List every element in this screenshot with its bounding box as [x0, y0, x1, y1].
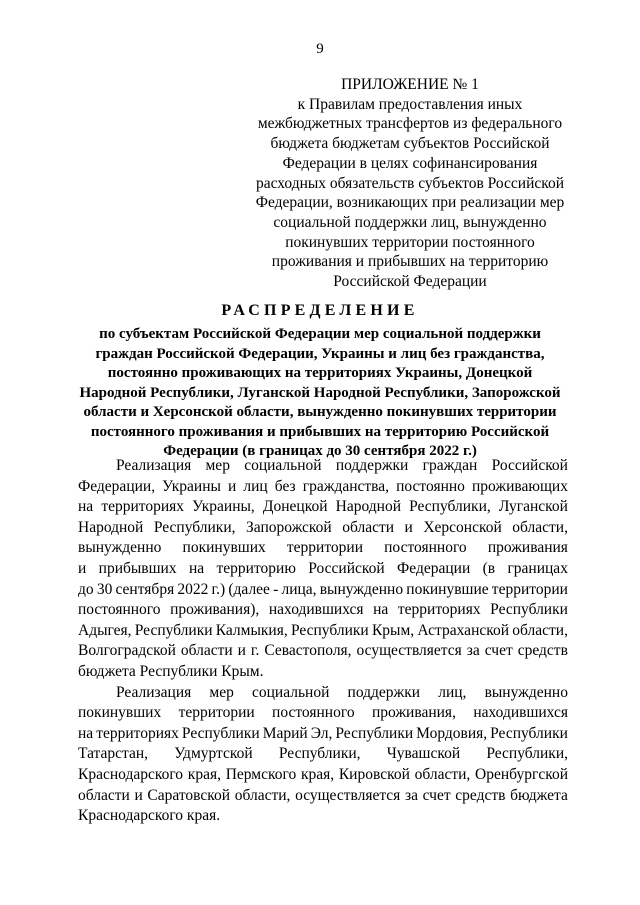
word: проживания),: [170, 601, 260, 619]
subtitle-line: Федерации (в границах до 30 сентября 2022 г.): [163, 443, 477, 459]
word: Удмуртской: [174, 745, 253, 763]
word: и: [134, 786, 143, 804]
appendix-line: межбюджетных трансфертов из федерального: [257, 115, 563, 133]
word: Федерации: [397, 559, 471, 577]
word: Республики,: [153, 518, 236, 536]
word: территориях: [96, 724, 179, 742]
word: территориях: [101, 498, 185, 516]
subtitle-line: постоянного проживания и прибывших на территорию Российской: [90, 423, 550, 440]
word: постоянного: [272, 704, 355, 722]
word: Марий: [262, 724, 308, 742]
word: постоянного: [78, 601, 161, 619]
appendix-title: ПРИЛОЖЕНИЕ № 1: [341, 76, 479, 93]
word: области: [180, 642, 233, 660]
word: Республики: [134, 621, 213, 639]
word: осуществляется: [356, 642, 462, 660]
text-line: [78, 806, 568, 827]
word: гражданства,: [302, 477, 390, 495]
word: поддержки: [335, 457, 409, 474]
text-line: [78, 662, 568, 683]
word: социальной: [244, 457, 322, 474]
word: Республики: [490, 601, 568, 619]
word: Республики: [290, 621, 369, 639]
word: Луганской: [498, 498, 568, 516]
text-line: [78, 456, 568, 477]
word: -: [273, 580, 279, 598]
word: территорию: [216, 559, 296, 577]
text-line: [78, 518, 568, 539]
word: на: [373, 601, 389, 619]
word: вынужденно: [319, 580, 404, 598]
word: и: [237, 642, 246, 660]
word: Республики: [181, 724, 260, 742]
word: проживания,: [371, 704, 456, 722]
text-line: [78, 786, 568, 807]
word: Адыгея,: [78, 621, 132, 639]
word: мер: [209, 683, 234, 701]
appendix-line: социальной поддержки лиц, вынужденно: [273, 213, 547, 231]
word: проживающих: [472, 477, 568, 495]
word: Народной: [335, 498, 401, 516]
word: Реализация: [116, 683, 192, 701]
word: сентября: [115, 580, 175, 598]
subtitle-line: постоянно проживающих на территориях Украины, Донецкой: [107, 365, 533, 381]
word: и: [228, 477, 237, 495]
word: области,: [512, 518, 568, 536]
word: Федерации,: [78, 477, 156, 495]
word: проживания: [487, 539, 568, 557]
text-line: [78, 497, 568, 518]
word: края,: [187, 765, 221, 783]
word: области: [342, 518, 395, 536]
word: Пермского: [225, 765, 297, 783]
word: (в: [482, 559, 496, 577]
word: за: [404, 786, 418, 804]
word: постоянного: [384, 539, 467, 557]
text-line: [78, 559, 568, 580]
body-text: [78, 456, 568, 827]
appendix-header: [240, 75, 580, 292]
text-line: [78, 724, 568, 745]
appendix-line: покинувших территории постоянного: [285, 233, 535, 251]
word: г.: [250, 642, 260, 660]
word: на: [78, 498, 94, 516]
text-line: [78, 477, 568, 498]
subtitle-line: по субъектам Российской Федерации мер социальной поддержки: [99, 326, 541, 342]
text-line: [78, 765, 568, 786]
word: Республики: [490, 724, 568, 742]
subtitle-line: граждан Российской Федерации, Украины и лиц без гражданства,: [95, 345, 545, 362]
word: без: [274, 477, 296, 495]
word: Краснодарского края.: [78, 807, 221, 825]
word: Российской: [491, 457, 568, 474]
word: покинувших: [182, 539, 266, 557]
word: Саратовской: [147, 786, 231, 804]
word: Российской: [308, 559, 385, 577]
word: Оренбургской: [475, 765, 568, 783]
word: Чувашской: [386, 745, 461, 763]
text-line: [78, 641, 568, 662]
word: средств: [517, 642, 568, 660]
appendix-line: Федерации, возникающих при реализации мер: [255, 194, 565, 212]
word: Кировской: [338, 765, 410, 783]
appendix-line: расходных обязательств субъектов Российской: [255, 174, 565, 192]
word: территории: [286, 539, 363, 557]
word: находившихся: [268, 601, 364, 619]
word: граждан: [422, 457, 478, 474]
word: края,: [300, 765, 335, 783]
word: бюджета Республики Крым.: [78, 662, 264, 680]
word: Республики,: [278, 745, 361, 763]
appendix-line: Российской Федерации: [333, 273, 487, 291]
word: постоянно: [396, 477, 465, 495]
word: Республики,: [409, 498, 491, 516]
appendix-line: Федерации в целях софинансирования: [282, 154, 538, 172]
word: территориях: [397, 601, 481, 619]
word: области,: [414, 765, 471, 783]
word: средств: [455, 786, 506, 804]
word: на: [188, 559, 205, 577]
word: счет: [422, 786, 451, 804]
word: до: [78, 580, 94, 598]
word: Севастополя,: [264, 642, 352, 660]
word: Украины,: [192, 498, 255, 516]
word: территории: [178, 704, 255, 722]
word: лица,: [281, 580, 317, 598]
word: Калмыкия,: [215, 621, 288, 639]
word: бюджета: [510, 786, 568, 804]
text-line: [78, 538, 568, 559]
word: Эл,: [310, 724, 333, 742]
word: Херсонской: [423, 518, 502, 536]
word: социальной: [252, 683, 330, 701]
paragraph-1: [78, 456, 568, 683]
word: покинувшие: [406, 580, 489, 598]
word: Краснодарского: [78, 765, 184, 783]
word: границах: [507, 559, 568, 577]
word: Татарстан,: [78, 745, 149, 763]
word: Мордовия,: [416, 724, 488, 742]
text-line: [78, 683, 568, 704]
word: территории: [491, 580, 568, 598]
word: 2022: [177, 580, 209, 598]
word: вынужденно: [78, 539, 162, 557]
subtitle-line: области и Херсонской области, вынужденно покинувших территории: [83, 404, 557, 420]
word: и: [78, 559, 87, 577]
word: покинувших: [78, 704, 162, 722]
word: прибывших: [98, 559, 177, 577]
word: Волгоградской: [78, 642, 176, 660]
word: на: [78, 724, 94, 742]
word: лиц: [243, 477, 268, 495]
subtitle-line: Народной Республики, Луганской Народной Республики, Запорожской: [79, 384, 561, 401]
word: Украины: [162, 477, 221, 495]
word: области,: [234, 786, 291, 804]
word: счет: [484, 642, 513, 660]
text-line: [78, 600, 568, 621]
word: Республики,: [486, 745, 568, 763]
word: Астраханской: [417, 621, 510, 639]
text-line: [78, 703, 568, 724]
word: лиц,: [438, 683, 467, 701]
word: поддержки: [347, 683, 421, 701]
text-line: [78, 580, 568, 601]
word: 30: [96, 580, 113, 598]
document-title: РАСПРЕДЕЛЕНИЕ: [221, 302, 419, 319]
word: мер: [205, 457, 230, 474]
appendix-line: бюджета бюджетам субъектов Российской: [270, 135, 550, 153]
word: г.): [211, 580, 226, 598]
appendix-line: проживания и прибывших на территорию: [271, 253, 549, 271]
word: осуществляется: [295, 786, 401, 804]
page-number: 9: [316, 41, 324, 57]
word: Крым,: [371, 621, 415, 639]
word: Донецкой: [262, 498, 328, 516]
word: области,: [512, 621, 568, 639]
word: вынужденно: [484, 683, 568, 701]
document-subtitle: [70, 325, 570, 462]
word: (далее: [228, 580, 270, 598]
text-line: [78, 744, 568, 765]
paragraph-2: [78, 683, 568, 827]
word: и: [404, 518, 413, 536]
word: Народной: [78, 518, 144, 536]
word: Реализация: [116, 457, 192, 474]
word: области: [78, 786, 130, 804]
appendix-line: к Правилам предоставления иных: [297, 95, 523, 113]
text-line: [78, 621, 568, 642]
word: находившихся: [473, 704, 568, 722]
word: Республики: [335, 724, 414, 742]
word: за: [466, 642, 480, 660]
word: Запорожской: [246, 518, 332, 536]
